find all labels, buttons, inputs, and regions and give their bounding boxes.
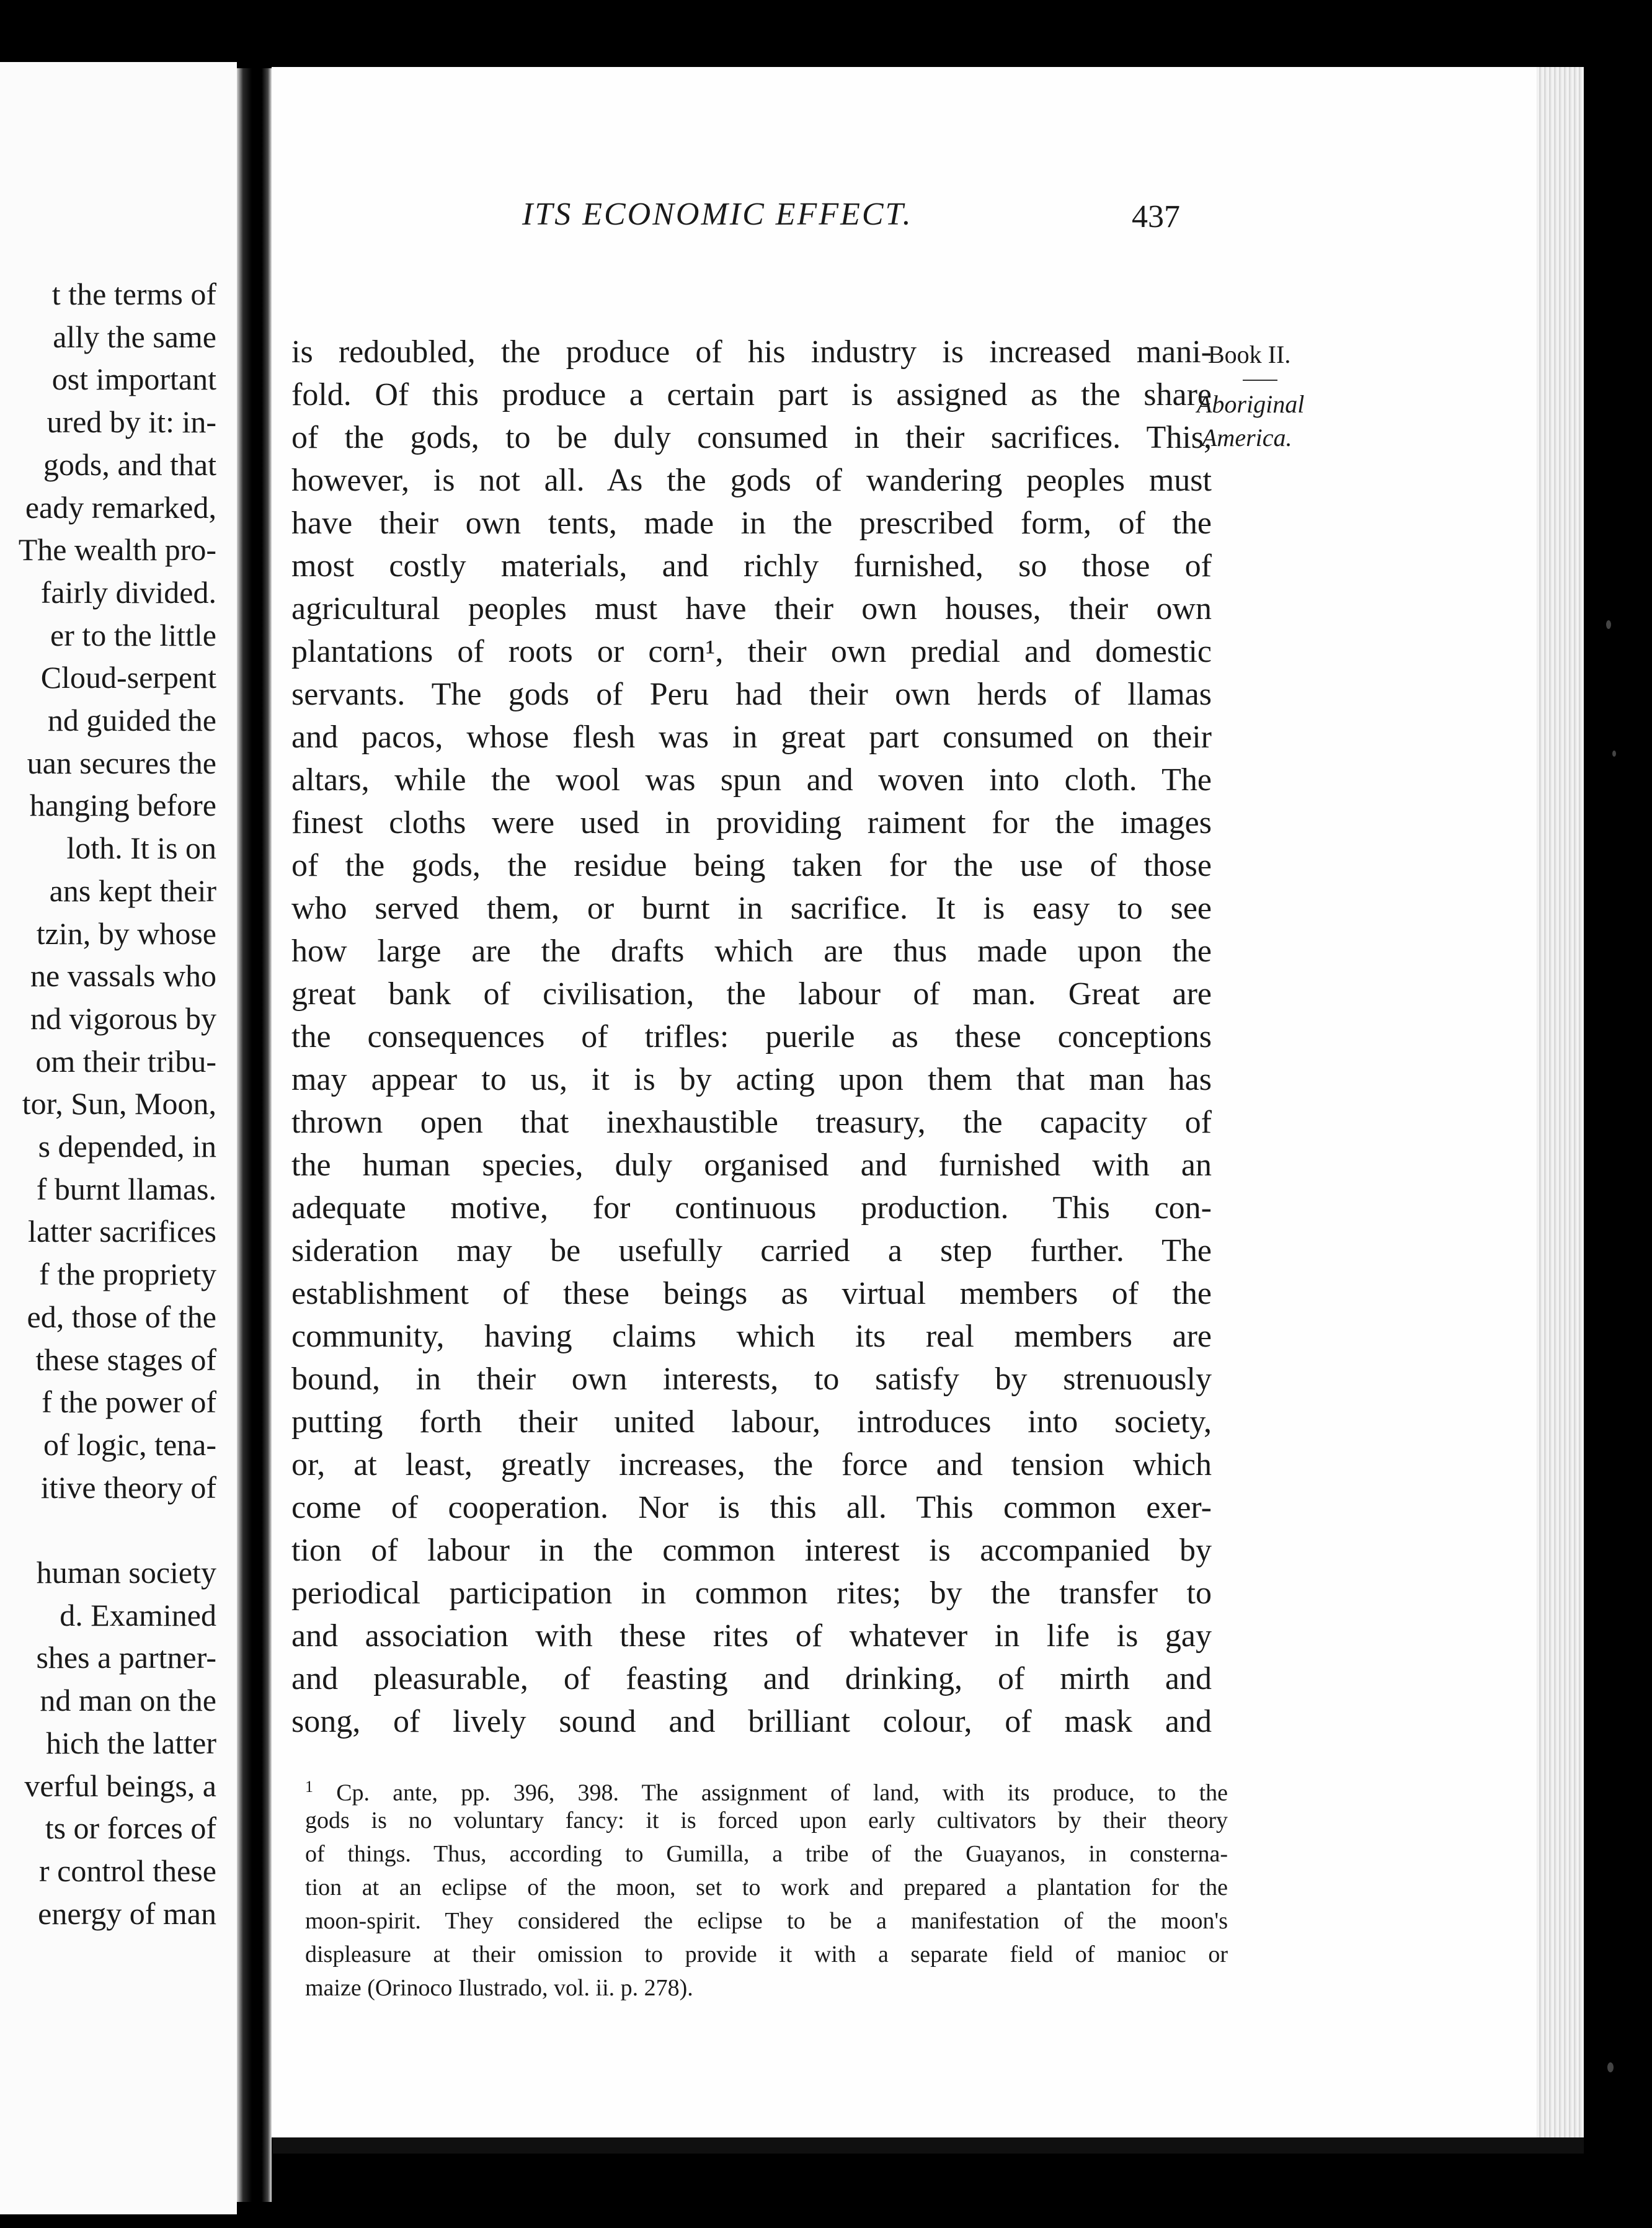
facing-page-line: latter sacrifices <box>28 1214 216 1249</box>
running-head: ITS ECONOMIC EFFECT. <box>522 197 913 232</box>
body-line: altars, while the wool was spun and woven into cloth. The <box>291 762 1212 798</box>
facing-page-line: hanging before <box>29 788 216 823</box>
footnote-first-line-text: Cp. ante, pp. 396, 398. The assignment of land, with its produce, to the <box>336 1780 1228 1806</box>
facing-page-line: nd vigorous by <box>30 1000 216 1036</box>
body-line: fold. Of this produce a certain part is assigned as the share <box>291 377 1212 412</box>
facing-page-line: The wealth pro- <box>18 532 216 568</box>
facing-page-line: verful beings, a <box>24 1768 216 1803</box>
body-line: and pacos, whose flesh was in great part consumed on their <box>291 720 1212 755</box>
body-line: bound, in their own interests, to satisfy by strenuously <box>291 1361 1212 1397</box>
page-bottom-shadow <box>273 2137 1584 2154</box>
footnote-line: gods is no voluntary fancy: it is forced upon early cultivators by their theory <box>305 1807 1228 1834</box>
sidenote-aboriginal: Aboriginal <box>1197 390 1305 418</box>
body-line: adequate motive, for continuous production. This con- <box>291 1190 1212 1226</box>
facing-page-line: ans kept their <box>49 873 216 908</box>
facing-page-line: nd guided the <box>47 703 216 737</box>
body-line: servants. The gods of Peru had their own herds of llamas <box>291 677 1212 712</box>
facing-page-line: these stages of <box>35 1342 216 1377</box>
facing-page-line: f the propriety <box>38 1257 216 1292</box>
body-line: putting forth their united labour, introduces into society, <box>291 1404 1212 1440</box>
body-line: periodical participation in common rites; by the transfer to <box>291 1575 1212 1611</box>
body-line: community, having claims which its real members are <box>291 1319 1212 1354</box>
facing-page-line: Cloud-serpent <box>40 660 216 695</box>
facing-page-line: s depended, in <box>38 1129 216 1164</box>
body-line: sideration may be usefully carried a step further. The <box>291 1233 1212 1268</box>
facing-page-line: ts or forces of <box>45 1811 216 1846</box>
facing-page-line: tor, Sun, Moon, <box>22 1086 216 1121</box>
body-line: come of cooperation. Nor is this all. This common exer- <box>291 1490 1212 1525</box>
body-line: thrown open that inexhaustible treasury, the capacity of <box>291 1105 1212 1140</box>
facing-page-line: ed, those of the <box>27 1299 216 1334</box>
body-line: of the gods, to be duly consumed in their sacrifices. This, <box>291 420 1212 455</box>
facing-page-line: ured by it: in- <box>47 404 216 440</box>
book-gutter <box>237 68 272 2202</box>
body-line: and association with these rites of whatever in life is gay <box>291 1618 1212 1654</box>
facing-page-line: d. Examined <box>60 1597 216 1633</box>
facing-page-line: of logic, tena- <box>43 1427 216 1462</box>
body-line: have their own tents, made in the prescribed form, of the <box>291 506 1212 541</box>
body-line: finest cloths were used in providing raiment for the images <box>291 805 1212 840</box>
body-line: plantations of roots or corn¹, their own predial and domestic <box>291 634 1212 669</box>
facing-page-line: ally the same <box>53 319 216 354</box>
facing-page-line: ne vassals who <box>30 958 216 994</box>
body-line: establishment of these beings as virtual members of the <box>291 1276 1212 1311</box>
sidenote-america: America. <box>1202 424 1292 452</box>
facing-page-line: ost important <box>51 362 216 397</box>
scan-speck <box>1606 620 1611 629</box>
body-line: the consequences of trifles: puerile as these conceptions <box>291 1019 1212 1054</box>
facing-page-line: r control these <box>38 1853 216 1888</box>
scan-speck <box>1612 751 1616 757</box>
facing-page-line: energy of man <box>38 1896 216 1931</box>
facing-page-line: gods, and that <box>43 447 216 482</box>
facing-page-line: human society <box>36 1555 216 1590</box>
footnote-line: moon-spirit. They considered the eclipse to be a manifestation of the moon's <box>305 1908 1228 1934</box>
body-line: however, is not all. As the gods of wandering peoples must <box>291 463 1212 498</box>
facing-page-line: eady remarked, <box>25 489 216 525</box>
book-page <box>272 67 1584 2137</box>
facing-page-line: t the terms of <box>51 277 216 311</box>
body-line: how large are the drafts which are thus made upon the <box>291 934 1212 969</box>
facing-page-line: nd man on the <box>40 1683 216 1718</box>
facing-page-line: shes a partner- <box>36 1640 216 1675</box>
body-line: may appear to us, it is by acting upon them that man has <box>291 1062 1212 1097</box>
body-line: who served them, or burnt in sacrifice. It is easy to see <box>291 891 1212 926</box>
body-line: of the gods, the residue being taken for the use of those <box>291 848 1212 883</box>
facing-page-line: f the power of <box>42 1384 216 1420</box>
facing-page-line: tzin, by whose <box>36 916 216 951</box>
body-line: most costly materials, and richly furnished, so those of <box>291 548 1212 584</box>
body-line: or, at least, greatly increases, the force and tension which <box>291 1447 1212 1482</box>
body-line: tion of labour in the common interest is accompanied by <box>291 1533 1212 1568</box>
body-line: great bank of civilisation, the labour of man. Great are <box>291 976 1212 1012</box>
sidenote-rule <box>1243 380 1277 381</box>
footnote-marker: 1 <box>305 1778 313 1796</box>
facing-page-line: fairly divided. <box>40 574 216 610</box>
footnote-line: of things. Thus, according to Gumilla, a tribe of the Guayanos, in consterna- <box>305 1841 1228 1867</box>
page-edge <box>1537 67 1584 2137</box>
facing-page-line: loth. It is on <box>66 831 216 866</box>
footnote-line: maize (Orinoco Ilustrado, vol. ii. p. 278). <box>305 1975 693 2001</box>
body-line: is redoubled, the produce of his industry is increased mani- <box>291 334 1212 370</box>
scan-speck <box>1607 2062 1614 2072</box>
facing-page-line: uan secures the <box>27 745 216 780</box>
footnote-line: displeasure at their omission to provide it with a separate field of manioc or <box>305 1941 1228 1967</box>
facing-page-line: f burnt llamas. <box>36 1171 216 1206</box>
page-number: 437 <box>1132 199 1180 234</box>
facing-page-line: om their tribu- <box>35 1043 216 1079</box>
facing-page-line: itive theory of <box>40 1469 216 1505</box>
facing-page <box>0 62 237 2214</box>
body-line: agricultural peoples must have their own houses, their own <box>291 591 1212 626</box>
facing-page-line: er to the little <box>50 617 216 653</box>
footnote-line: tion at an eclipse of the moon, set to work and prepared a plantation for the <box>305 1874 1228 1900</box>
body-line: song, of lively sound and brilliant colour, of mask and <box>291 1704 1212 1739</box>
body-line: and pleasurable, of feasting and drinking, of mirth and <box>291 1661 1212 1696</box>
facing-page-line: hich the latter <box>46 1725 216 1760</box>
body-line: the human species, duly organised and furnished with an <box>291 1147 1212 1183</box>
sidenote-book: Book II. <box>1208 341 1291 368</box>
